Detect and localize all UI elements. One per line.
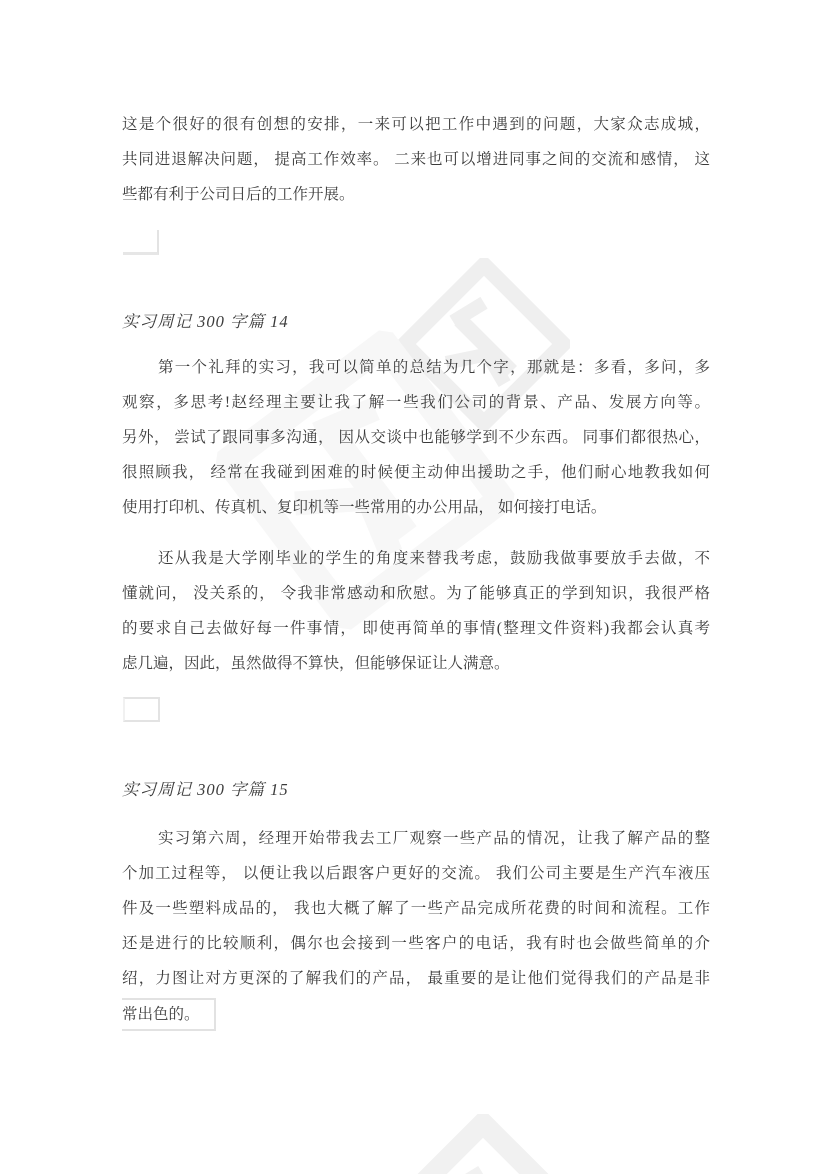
text-line: 还从我是大学刚毕业的学生的角度来替我考虑，鼓励我做事要放手去做，不 (158, 550, 710, 567)
text-line: 虑几遍，因此，虽然做得不算快，但能够保证让人满意。 (122, 655, 510, 672)
empty-frame-corner-mark (123, 230, 159, 255)
empty-frame-box-mark (123, 697, 160, 722)
text-line: 共同进退解决问题， 提高工作效率。 二来也可以增进同事之间的交流和感情， 这 (122, 151, 710, 168)
text-line: 懂就问， 没关系的， 令我非常感动和欣慰。为了能够真正的学到知识，我很严格 (122, 585, 710, 602)
text-line: 很照顾我， 经常在我碰到困难的时候便主动伸出援助之手，他们耐心地教我如何 (122, 464, 710, 481)
text-line: 的要求自己去做好每一件事情， 即使再简单的事情(整理文件资料)我都会认真考 (122, 620, 710, 637)
text-line: 件及一些塑料成品的， 我也大概了解了一些产品完成所花费的时间和流程。工作 (122, 900, 710, 917)
intro-paragraph (122, 107, 710, 212)
diamond-logo-watermark (368, 1114, 598, 1174)
text-line: 实习第六周，经理开始带我去工厂观察一些产品的情况，让我了解产品的整 (158, 830, 710, 847)
text-line (122, 996, 710, 1031)
section-heading-15: 实习周记 300 字篇 15 (122, 780, 289, 799)
boxed-final-line: 常出色的。 (122, 998, 216, 1031)
text-line: 观察，多思考!赵经理主要让我了解一些我们公司的背景、产品、发展方向等。 (122, 394, 710, 411)
section-14-paragraph-2 (122, 541, 710, 681)
text-line: 个加工过程等， 以便让我以后跟客户更好的交流。 我们公司主要是生产汽车液压 (122, 865, 710, 882)
section-heading-14: 实习周记 300 字篇 14 (122, 312, 289, 331)
text-line: 绍，力图让对方更深的了解我们的产品， 最重要的是让他们觉得我们的产品是非 (122, 970, 710, 987)
text-line: 使用打印机、传真机、复印机等一些常用的办公用品， 如何接打电话。 (122, 499, 607, 516)
text-line: 另外， 尝试了跟同事多沟通， 因从交谈中也能够学到不少东西。 同事们都很热心， (122, 429, 710, 446)
text-line: 些都有利于公司日后的工作开展。 (122, 186, 355, 203)
text-line: 还是进行的比较顺利，偶尔也会接到一些客户的电话，我有时也会做些简单的介 (122, 935, 710, 952)
text-line: 这是个很好的很有创想的安排，一来可以把工作中遇到的问题，大家众志成城， (122, 116, 710, 133)
section-14-paragraph-1 (122, 350, 710, 525)
text-line: 第一个礼拜的实习，我可以简单的总结为几个字，那就是：多看，多问，多 (158, 359, 710, 376)
section-15-paragraph-1 (122, 821, 710, 1031)
